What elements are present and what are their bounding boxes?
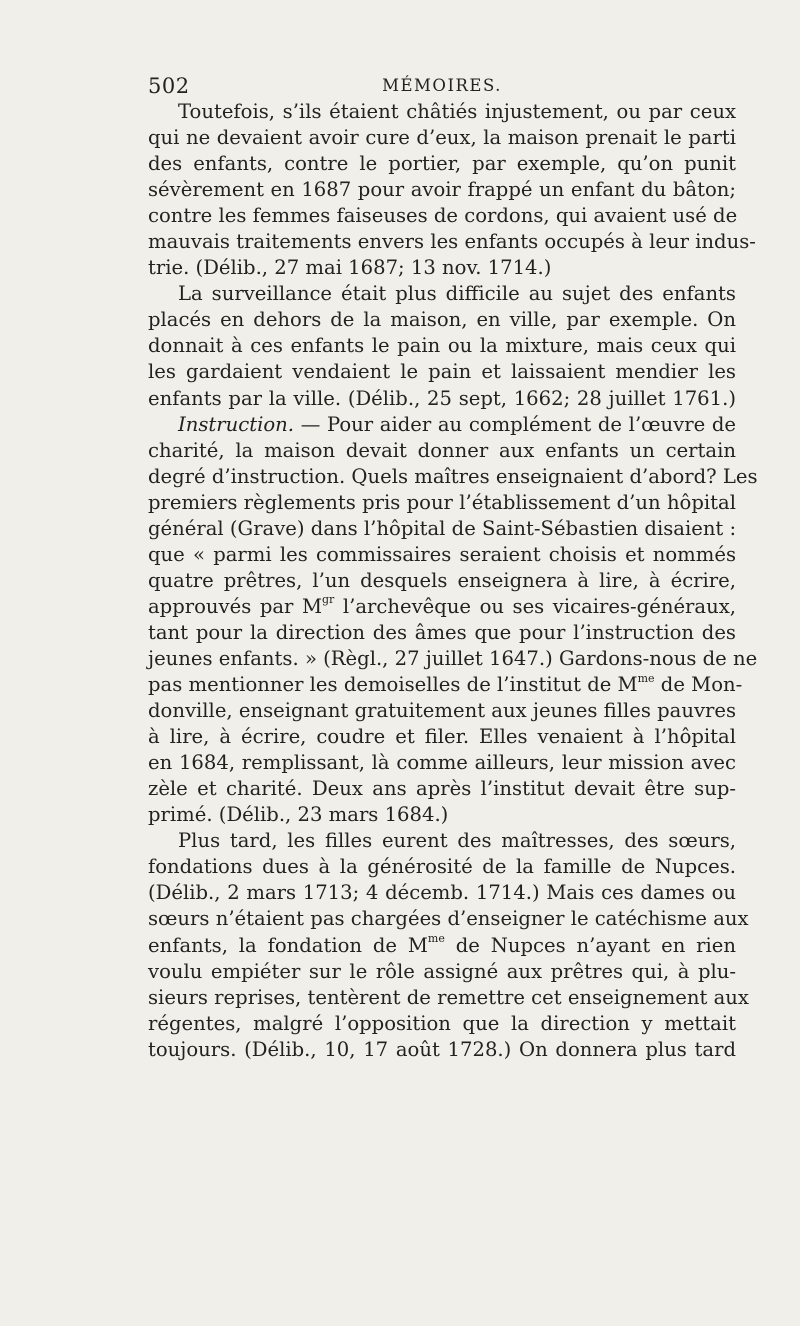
- text-line: contre les femmes faiseuses de cordons, qui avaient usé de: [148, 204, 738, 228]
- text-fragment: pas mentionner les demoiselles de l’institut de M: [148, 673, 638, 697]
- superscript: me: [427, 931, 445, 945]
- text-line: sœurs n’étaient pas chargées d’enseigner le catéchisme aux: [148, 907, 749, 931]
- text-fragment: enfants, la fondation de M: [148, 933, 428, 957]
- text-line: en 1684, remplissant, là comme ailleurs, leur mission avec: [148, 751, 736, 775]
- text-fragment: l’archevêque ou ses vicaires-généraux,: [334, 594, 736, 618]
- text-line: mauvais traitements envers les enfants occupés à leur indus-: [148, 230, 756, 254]
- text-line: à lire, à écrire, coudre et filer. Elles venaient à l’hôpital: [148, 725, 736, 749]
- text-line: enfants par la ville. (Délib., 25 sept, 1662; 28 juillet 1761.): [148, 386, 736, 410]
- text-line: premiers règlements pris pour l’établissement d’un hôpital: [148, 490, 736, 514]
- text-line: Plus tard, les filles eurent des maîtresses, des sœurs,: [178, 829, 736, 853]
- text-line: La surveillance était plus difficile au sujet des enfants: [178, 282, 736, 306]
- text-line: général (Grave) dans l’hôpital de Saint-Sébastien disaient :: [148, 516, 737, 540]
- text-line: régentes, malgré l’opposition que la direction y mettait: [148, 1011, 736, 1035]
- text-line: placés en dehors de la maison, en ville, par exemple. On: [148, 308, 736, 332]
- text-line: jeunes enfants. » (Règl., 27 juillet 1647.) Gardons-nous de ne: [148, 646, 758, 670]
- page-number: 502: [148, 74, 190, 98]
- body-text: [148, 99, 758, 1063]
- text-line: [148, 412, 736, 438]
- superscript: gr: [322, 593, 335, 607]
- text-line: [148, 933, 736, 959]
- superscript: me: [637, 671, 655, 685]
- text-line: tant pour la direction des âmes que pour l’instruction des: [148, 620, 736, 644]
- text-line: des enfants, contre le portier, par exemple, qu’on punit: [148, 152, 736, 176]
- text-line: quatre prêtres, l’un desquels enseignera à lire, à écrire,: [148, 568, 736, 592]
- text-line: donville, enseignant gratuitement aux jeunes filles pauvres: [148, 699, 737, 723]
- text-line: les gardaient vendaient le pain et laissaient mendier les: [148, 360, 736, 384]
- text-line: que « parmi les commissaires seraient choisis et nommés: [148, 542, 736, 566]
- text-line: [148, 594, 736, 620]
- text-line: charité, la maison devait donner aux enfants un certain: [148, 438, 736, 462]
- running-title: MÉMOIRES.: [382, 76, 502, 95]
- text-line: degré d’instruction. Quels maîtres enseignaient d’abord? Les: [148, 464, 758, 488]
- text-line: toujours. (Délib., 10, 17 août 1728.) On donnera plus tard: [148, 1037, 736, 1061]
- text-line: trie. (Délib., 27 mai 1687; 13 nov. 1714.): [148, 256, 552, 280]
- text-line: primé. (Délib., 23 mars 1684.): [148, 803, 449, 827]
- text-line: Toutefois, s’ils étaient châtiés injustement, ou par ceux: [178, 100, 736, 123]
- text-line: zèle et charité. Deux ans après l’institut devait être sup-: [148, 777, 736, 801]
- text-fragment: de Mon-: [654, 673, 743, 697]
- text-line: (Délib., 2 mars 1713; 4 décemb. 1714.) Mais ces dames ou: [148, 881, 736, 905]
- section-heading: Instruction.: [178, 412, 295, 436]
- text-line: sieurs reprises, tentèrent de remettre cet enseignement aux: [148, 985, 749, 1009]
- text-fragment: — Pour aider au complément de l’œuvre de: [294, 412, 736, 436]
- text-fragment: approuvés par M: [148, 594, 323, 618]
- text-fragment: de Nupces n’ayant en rien: [444, 933, 737, 957]
- text-line: sévèrement en 1687 pour avoir frappé un enfant du bâton;: [148, 178, 736, 202]
- text-line: donnait à ces enfants le pain ou la mixture, mais ceux qui: [148, 334, 736, 358]
- text-line: fondations dues à la générosité de la famille de Nupces.: [148, 855, 736, 879]
- text-line: voulu empiéter sur le rôle assigné aux prêtres qui, à plu-: [148, 959, 736, 983]
- text-line: [148, 671, 743, 698]
- text-line: qui ne devaient avoir cure d’eux, la maison prenait le parti: [148, 126, 736, 150]
